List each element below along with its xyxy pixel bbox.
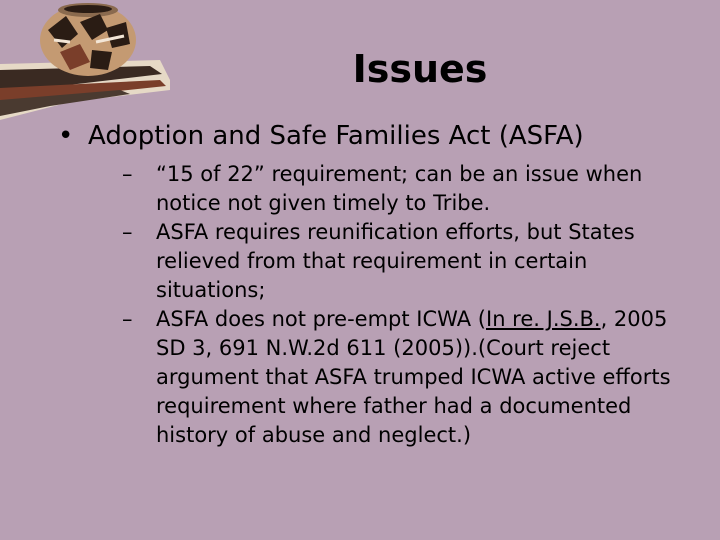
bullet-text: Adoption and Safe Families Act (ASFA): [88, 121, 584, 151]
sub-bullet-list: [122, 160, 698, 450]
case-citation-name: In re. J.S.B.: [486, 307, 601, 331]
sub-bullet-text: [156, 305, 698, 450]
sub-bullet-text: “15 of 22” requirement; can be an issue when notice not given timely to Tribe.: [156, 162, 643, 215]
pueblo-pottery-icon: [0, 0, 170, 130]
sub-bullet-item: [122, 160, 698, 218]
sub-bullet-text: ASFA requires reunification efforts, but States relieved from that requirement in certain situations;: [156, 220, 635, 302]
bullet-item: [58, 116, 698, 156]
sub-bullet-item: [122, 305, 698, 450]
bullet-marker: •: [58, 121, 74, 151]
case-text-before: ASFA does not pre-empt ICWA (: [156, 307, 486, 331]
dash-marker: –: [122, 162, 133, 186]
content-body: [58, 116, 698, 450]
case-text-after: , 2005 SD 3, 691 N.W.2d 611 (2005)).(Court reject argument that ASFA trumped ICWA active efforts requirement where father had a documented history of abuse and neglect.): [156, 307, 671, 447]
dash-marker: –: [122, 220, 133, 244]
dash-marker: –: [122, 307, 133, 331]
sub-bullet-item: [122, 218, 698, 305]
slide-title: Issues: [352, 47, 488, 91]
